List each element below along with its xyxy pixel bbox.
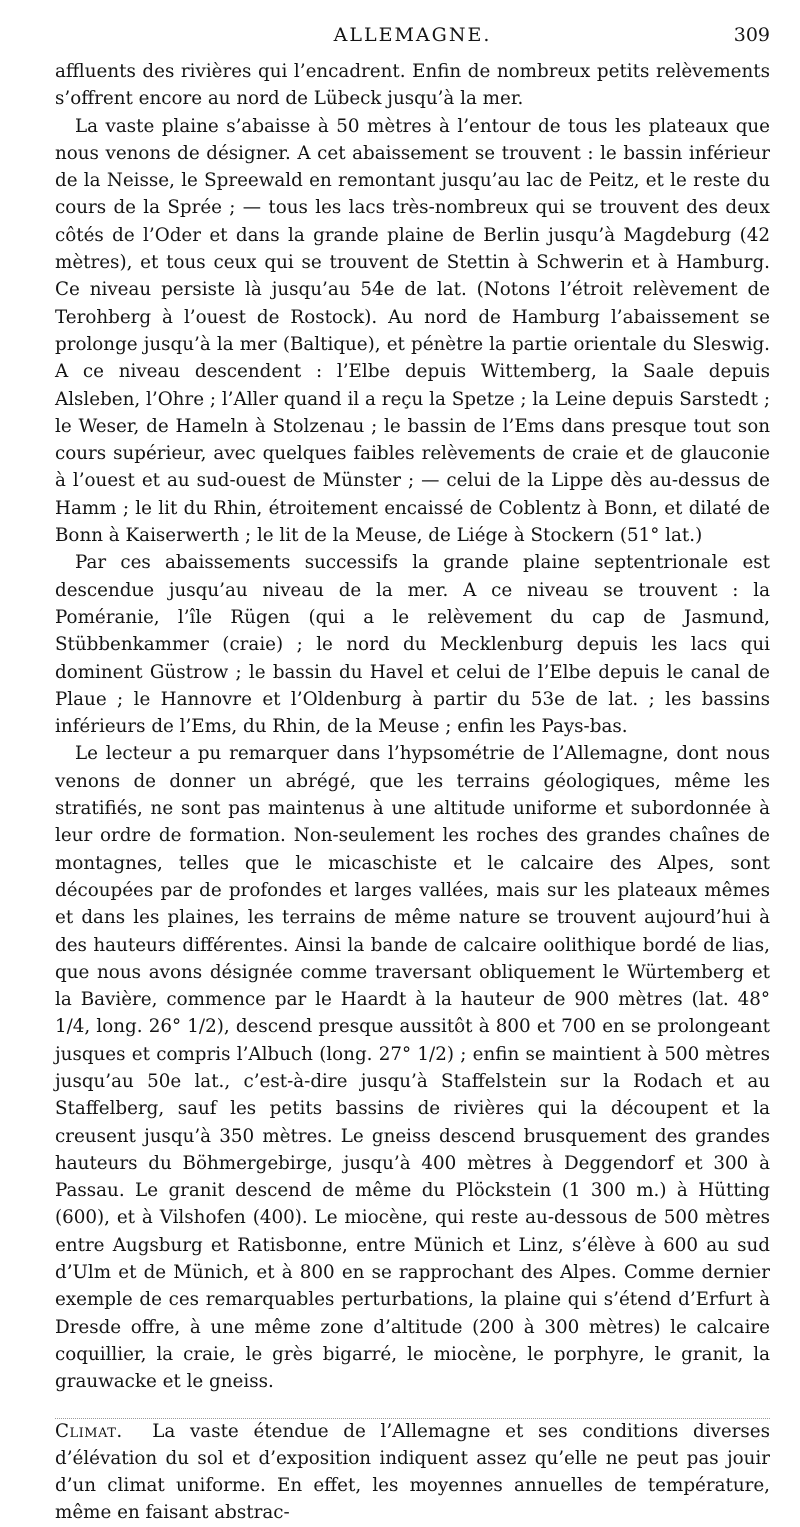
paragraph-hypsometry: Le lecteur a pu remarquer dans l’hypsométrie de l’Allemagne, dont nous venons de donner un abrégé, que les terrains géologiques, même les stratifiés, ne sont pas maintenus à une altitude uniforme et subordonnée à leur ordre de formation. Non-seulement les roches des grandes chaînes de montagnes, telles que le micaschiste et le calcaire des Alpes, sont découpées par de profondes et larges vallées, mais sur les plateaux mêmes et dans les plaines, les terrains de même nature se trouvent aujourd’hui à des hauteurs différentes. Ainsi la bande de calcaire oolithique bordé de lias, que nous avons désignée comme traversant obliquement le Würtemberg et la Bavière, commence par le Haardt à la hauteur de 900 mètres (lat. 48° 1/4, long. 26° 1/2), descend presque aussitôt à 800 et 700 en se prolongeant jusques et compris l’Albuch (long. 27° 1/2) ; enfin se maintient à 500 mètres jusqu’au 50e lat., c’est-à-dire jusqu’à Staffelstein sur la Rodach et au Staffelberg, sauf les petits bassins de rivières qui la découpent et la creusent jusqu’à 350 mètres. Le gneiss descend brusquement des grandes hauteurs du Böhmergebirge, jusqu’à 400 mètres à Deggendorf et 300 à Passau. Le granit descend de même du Plöckstein (1 300 m.) à Hütting (600), et à Vilshofen (400). Le miocène, qui reste au-dessous de 500 mètres entre Augsburg et Ratisbonne, entre Münich et Linz, s’élève à 600 au sud d’Ulm et de Münich, et à 800 en se rapprochant des Alpes. Comme dernier exemple de ces remarquables perturbations, la plaine qui s’étend d’Erfurt à Dresde offre, à une même zone d’altitude (200 à 300 mètres) le calcaire coquillier, la craie, le grès bigarré, le miocène, le porphyre, le granit, la grauwacke et le gneiss.: [55, 743, 770, 1393]
climate-text: La vaste étendue de l’Allemagne et ses conditions diverses d’élévation du sol et d’exposition indiquent assez qu’elle ne peut pas jouir d’un climat uniforme. En effet, les moyennes annuelles de température, même en faisant abstrac-: [55, 1420, 771, 1524]
page-body: [55, 58, 770, 1527]
page-header: [55, 18, 770, 52]
climate-heading: Climat.: [55, 1420, 123, 1442]
paragraph-plain-levels: La vaste plaine s’abaisse à 50 mètres à l’entour de tous les plateaux que nous venons de désigner. A cet abaissement se trouvent : le bassin inférieur de la Neisse, le Spreewald en remontant jusqu’au lac de Peitz, et le reste du cours de la Sprée ; — tous les lacs très-nombreux qui se trouvent des deux côtés de l’Oder et dans la grande plaine de Berlin jusqu’à Magdeburg (42 mètres), et tous ceux qui se trouvent de Stettin à Schwerin et à Hamburg. Ce niveau persiste là jusqu’au 54e de lat. (Notons l’étroit relèvement de Terohberg à l’ouest de Rostock). Au nord de Hamburg l’abaissement se prolonge jusqu’à la mer (Baltique), et pénètre la partie orientale du Sleswig. A ce niveau descendent : l’Elbe depuis Wittemberg, la Saale depuis Alsleben, l’Ohre ; l’Aller quand il a reçu la Spetze ; la Leine depuis Sarstedt ; le Weser, de Hameln à Stolzenau ; le bassin de l’Ems dans presque tout son cours supérieur, avec quelques faibles relèvements de craie et de glauconie à l’ouest et au sud-ouest de Münster ; — celui de la Lippe dès au-dessus de Hamm ; le lit du Rhin, étroitement encaissé de Coblentz à Bonn, et dilaté de Bonn à Kaiserwerth ; le lit de la Meuse, de Liége à Stockern (51° lat.): [55, 115, 770, 547]
footer-rule: [55, 1418, 770, 1419]
paragraph-sea-level: Par ces abaissements successifs la grande plaine septentrionale est descendue jusqu’au niveau de la mer. A ce niveau se trouvent : la Poméranie, l’île Rügen (qui a le relèvement du cap de Jasmund, Stübbenkammer (craie) ; le nord du Mecklenburg depuis les lacs qui dominent Güstrow ; le bassin du Havel et celui de l’Elbe depuis le canal de Plaue ; le Hannovre et l’Oldenburg à partir du 53e de lat. ; les bassins inférieurs de l’Ems, du Rhin, de la Meuse ; enfin les Pays-bas.: [55, 552, 770, 738]
paragraph-continued: affluents des rivières qui l’encadrent. Enfin de nombreux petits relèvements s’offrent encore au nord de Lübeck jusqu’à la mer.: [55, 61, 770, 110]
climate-section: [55, 1418, 770, 1527]
running-title: ALLEMAGNE.: [333, 24, 492, 46]
page-number: 309: [733, 24, 770, 46]
